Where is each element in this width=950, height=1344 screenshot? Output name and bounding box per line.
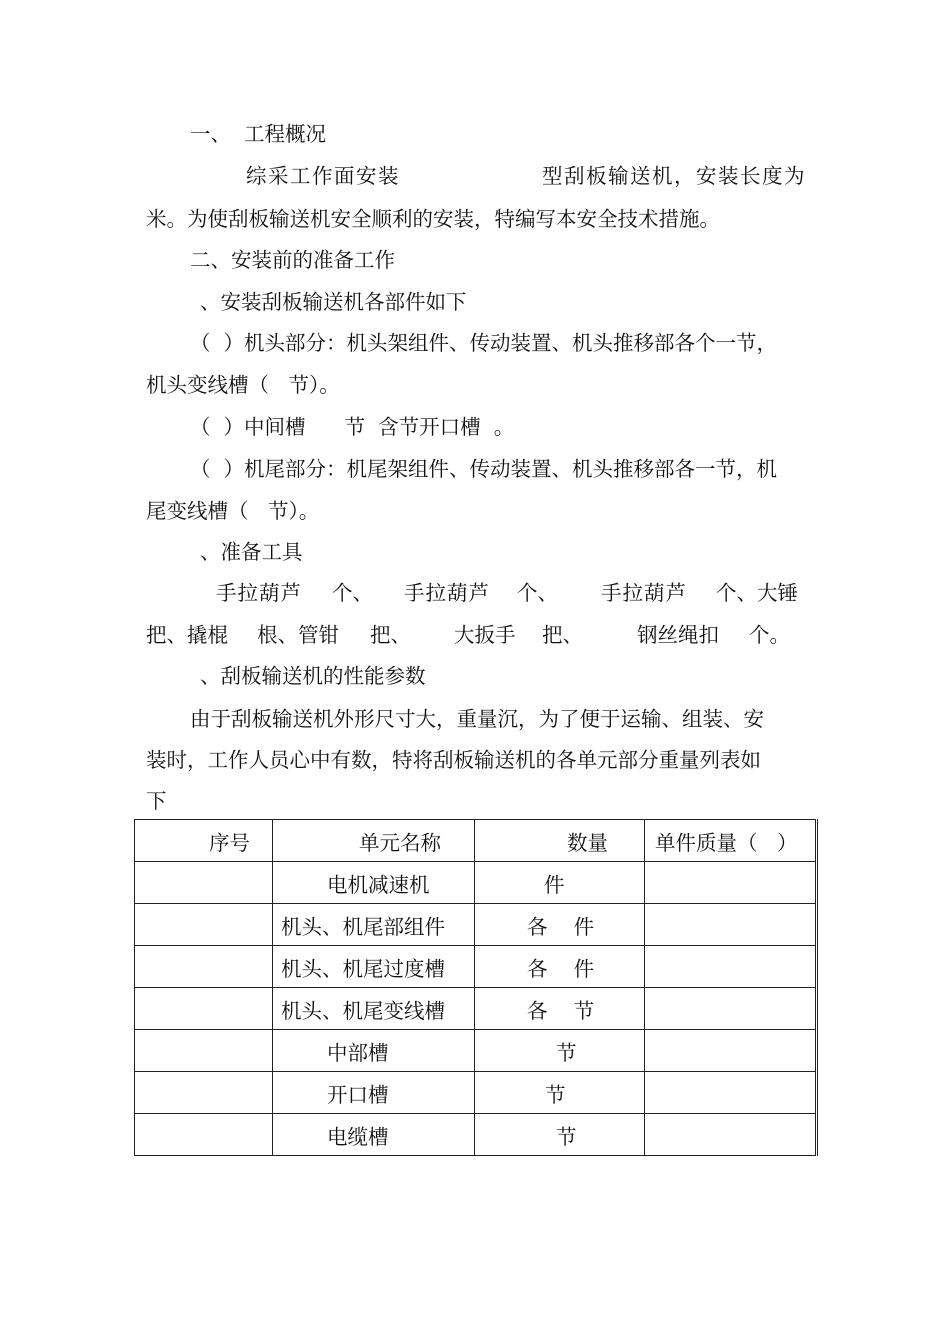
tools-l2-c: 把、 <box>370 623 411 647</box>
cell-weight <box>645 946 817 988</box>
cell-quantity <box>475 1114 645 1156</box>
tools-l1-d: 个、 <box>517 581 558 605</box>
cell-no <box>135 946 273 988</box>
table-row <box>135 904 817 946</box>
cell-text: 节 <box>556 1040 577 1065</box>
item-head-line-2: 机头变线槽（ 节）。 <box>146 373 340 397</box>
cell-quantity <box>475 1030 645 1072</box>
cell-text: 节 <box>545 1082 566 1107</box>
cell-quantity <box>475 1072 645 1114</box>
cell-unit-name <box>273 946 475 988</box>
table-row <box>135 946 817 988</box>
table-header-row <box>135 820 817 862</box>
cell-weight <box>645 862 817 904</box>
subheading-parameters: 、刮板输送机的性能参数 <box>200 664 426 688</box>
tools-l2-d: 大扳手 <box>454 623 516 647</box>
tools-l2-a: 把、撬棍 <box>146 623 228 647</box>
header-unit-name: 单元名称 <box>359 830 441 855</box>
cell-no <box>135 904 273 946</box>
para-line-1: 由于刮板输送机外形尺寸大，重量沉，为了便于运输、组装、安 <box>190 707 764 731</box>
cell-no <box>135 862 273 904</box>
header-quantity: 数量 <box>567 830 608 855</box>
cell-text: 件 <box>544 872 565 897</box>
header-unit-weight: 单件质量（ ） <box>655 830 798 855</box>
item-tail-line-2: 尾变线槽（ 节）。 <box>146 499 320 523</box>
intro-line-2: 米。为使刮板输送机安全顺利的安装，特编写本安全技术措施。 <box>146 207 720 231</box>
cell-weight <box>645 1114 817 1156</box>
cell-unit-name <box>273 1030 475 1072</box>
item-head-line-1: （ ）机头部分：机头架组件、传动装置、机头推移部各个一节， <box>190 331 778 355</box>
para-line-3: 下 <box>146 789 167 813</box>
cell-unit-name <box>273 988 475 1030</box>
cell-quantity <box>475 946 645 988</box>
cell-no <box>135 988 273 1030</box>
table-row <box>135 988 817 1030</box>
tools-l2-g: 个。 <box>749 623 790 647</box>
item-middle-trough: （ ）中间槽 节 含节开口槽 。 <box>190 415 515 439</box>
cell-no <box>135 1030 273 1072</box>
cell-text: 电机减速机 <box>327 872 430 897</box>
tools-l2-f: 钢丝绳扣 <box>637 623 719 647</box>
cell-text: 机头、机尾过度槽 <box>281 956 445 981</box>
cell-text: 开口槽 <box>327 1082 389 1107</box>
cell-text: 机头、机尾部组件 <box>281 914 445 939</box>
cell-weight <box>645 1072 817 1114</box>
section-heading-overview: 一、 工程概况 <box>190 122 327 146</box>
table-header-cell <box>475 820 645 862</box>
cell-text: 各 件 <box>527 914 595 939</box>
cell-no <box>135 1072 273 1114</box>
table-header-cell <box>135 820 273 862</box>
unit-weight-table <box>134 819 818 1156</box>
section-heading-preparation: 二、安装前的准备工作 <box>190 248 395 272</box>
table-header-cell <box>645 820 817 862</box>
cell-unit-name <box>273 1114 475 1156</box>
cell-quantity <box>475 988 645 1030</box>
intro-line-1b: 型刮板输送机，安装长度为 <box>542 164 806 188</box>
cell-text: 各 件 <box>527 956 595 981</box>
subheading-tools: 、准备工具 <box>200 540 303 564</box>
cell-quantity <box>475 862 645 904</box>
cell-unit-name <box>273 1072 475 1114</box>
header-no: 序号 <box>209 830 250 855</box>
tools-l1-e: 手拉葫芦 <box>601 581 687 605</box>
table-row <box>135 862 817 904</box>
cell-text: 电缆槽 <box>327 1124 389 1149</box>
table-row <box>135 1072 817 1114</box>
table-row <box>135 1114 817 1156</box>
cell-text: 各 节 <box>527 998 595 1023</box>
intro-line-1a: 综采工作面安装 <box>246 164 400 188</box>
cell-unit-name <box>273 862 475 904</box>
tools-l2-b: 根、管钳 <box>257 623 339 647</box>
tools-l1-f: 个、大锤 <box>716 581 798 605</box>
table-header-cell <box>273 820 475 862</box>
cell-text: 中部槽 <box>327 1040 389 1065</box>
item-tail-line-1: （ ）机尾部分：机尾架组件、传动装置、机头推移部各一节，机 <box>190 457 778 481</box>
cell-text: 机头、机尾变线槽 <box>281 998 445 1023</box>
tools-l1-c: 手拉葫芦 <box>404 581 490 605</box>
tools-l2-e: 把、 <box>542 623 583 647</box>
cell-weight <box>645 1030 817 1072</box>
subheading-components: 、安装刮板输送机各部件如下 <box>200 290 467 314</box>
cell-weight <box>645 904 817 946</box>
cell-unit-name <box>273 904 475 946</box>
para-line-2: 装时，工作人员心中有数，特将刮板输送机的各单元部分重量列表如 <box>146 748 761 772</box>
cell-text: 节 <box>556 1124 577 1149</box>
cell-quantity <box>475 904 645 946</box>
table-row <box>135 1030 817 1072</box>
cell-no <box>135 1114 273 1156</box>
tools-l1-b: 个、 <box>332 581 373 605</box>
tools-l1-a: 手拉葫芦 <box>216 581 302 605</box>
cell-weight <box>645 988 817 1030</box>
